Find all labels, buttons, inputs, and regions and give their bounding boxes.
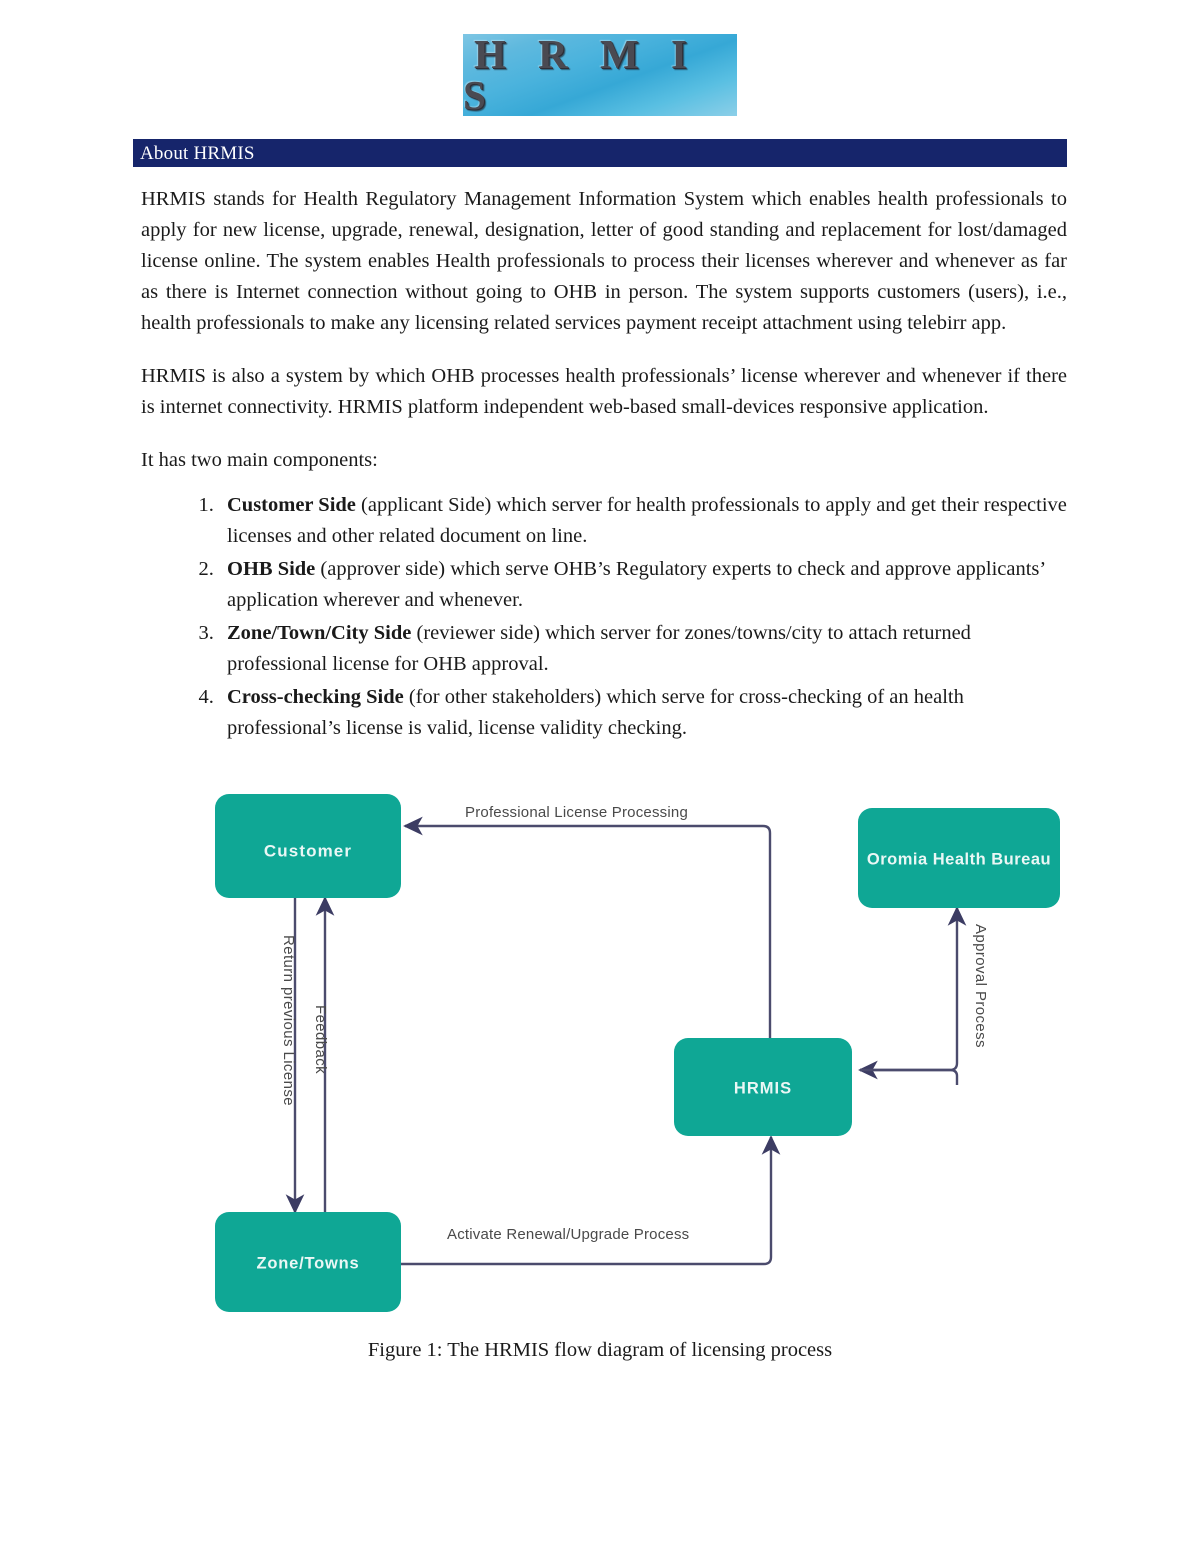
edge-hrmis-to-customer [405,826,770,1042]
figure-caption: Figure 1: The HRMIS flow diagram of licensing process [367,1339,833,1361]
section-heading-bar [133,139,1067,167]
edge-approval-process-stem [860,908,957,1070]
components-lead-in: It has two main components: [141,449,378,471]
list-item-description: (reviewer side) which server for zones/towns/city to attach returned professional license for OHB approval. [227,622,971,675]
list-item-description: (approver side) which serve OHB’s Regulatory experts to check and approve applicants’ application wherever and whenever. [227,558,1045,611]
document-body [141,184,1067,746]
paragraph-1: HRMIS stands for Health Regulatory Management Information System which enables health professionals to apply for new license, upgrade, renewal, designation, letter of good standing and replacement for lost/damaged license online. The system enables Health professionals to process their licenses wherever and whenever as far as there is Internet connection without going to OHB in person. The system supports customers (users), i.e., health professionals to make any licensing related services payment receipt attachment using telebirr app. [141,188,1067,334]
list-item [219,490,1067,552]
node-zone-towns-label: Zone/Towns [256,1254,360,1273]
edge-label-professional-license-processing: Professional License Processing [465,804,688,821]
node-hrmis-label: HRMIS [733,1079,793,1098]
list-item-title: Zone/Town/City Side [227,622,412,644]
logo-banner [463,31,737,118]
list-item-description: (for other stakeholders) which serve for cross-checking of an health professional’s license is valid, license validity checking. [227,686,964,739]
paragraph-2: HRMIS is also a system by which OHB processes health professionals’ license wherever and whenever if there is internet connectivity. HRMIS platform independent web-based small-devices responsive application. [141,365,1067,418]
logo-text: H R M I S [463,31,698,118]
list-item-title: Cross-checking Side [227,686,404,708]
components-list [141,490,1067,744]
list-item-description: (applicant Side) which server for health professionals to apply and get their respective licenses and other related document on line. [227,494,1067,547]
hrmis-logo [0,31,1200,118]
edge-label-feedback: Feedback [312,1005,329,1075]
node-oromia-health-bureau-label: Oromia Health Bureau [866,850,1052,869]
node-customer-label: Customer [263,841,353,861]
edge-zone-to-hrmis [386,1137,771,1264]
page-title: About HRMIS [140,142,255,164]
list-item-title: OHB Side [227,558,316,580]
list-item-title: Customer Side [227,494,356,516]
edge-label-activate-renewal-upgrade-process: Activate Renewal/Upgrade Process [447,1226,690,1243]
edge-label-return-previous-license: Return previous License [280,935,297,1106]
edge-label-approval-process: Approval Process [972,924,989,1048]
hrmis-flow-diagram [200,780,1090,1325]
edge-ohb-to-hrmis [860,1070,957,1085]
list-item [219,554,1067,616]
list-item [219,618,1067,680]
list-item [219,682,1067,744]
